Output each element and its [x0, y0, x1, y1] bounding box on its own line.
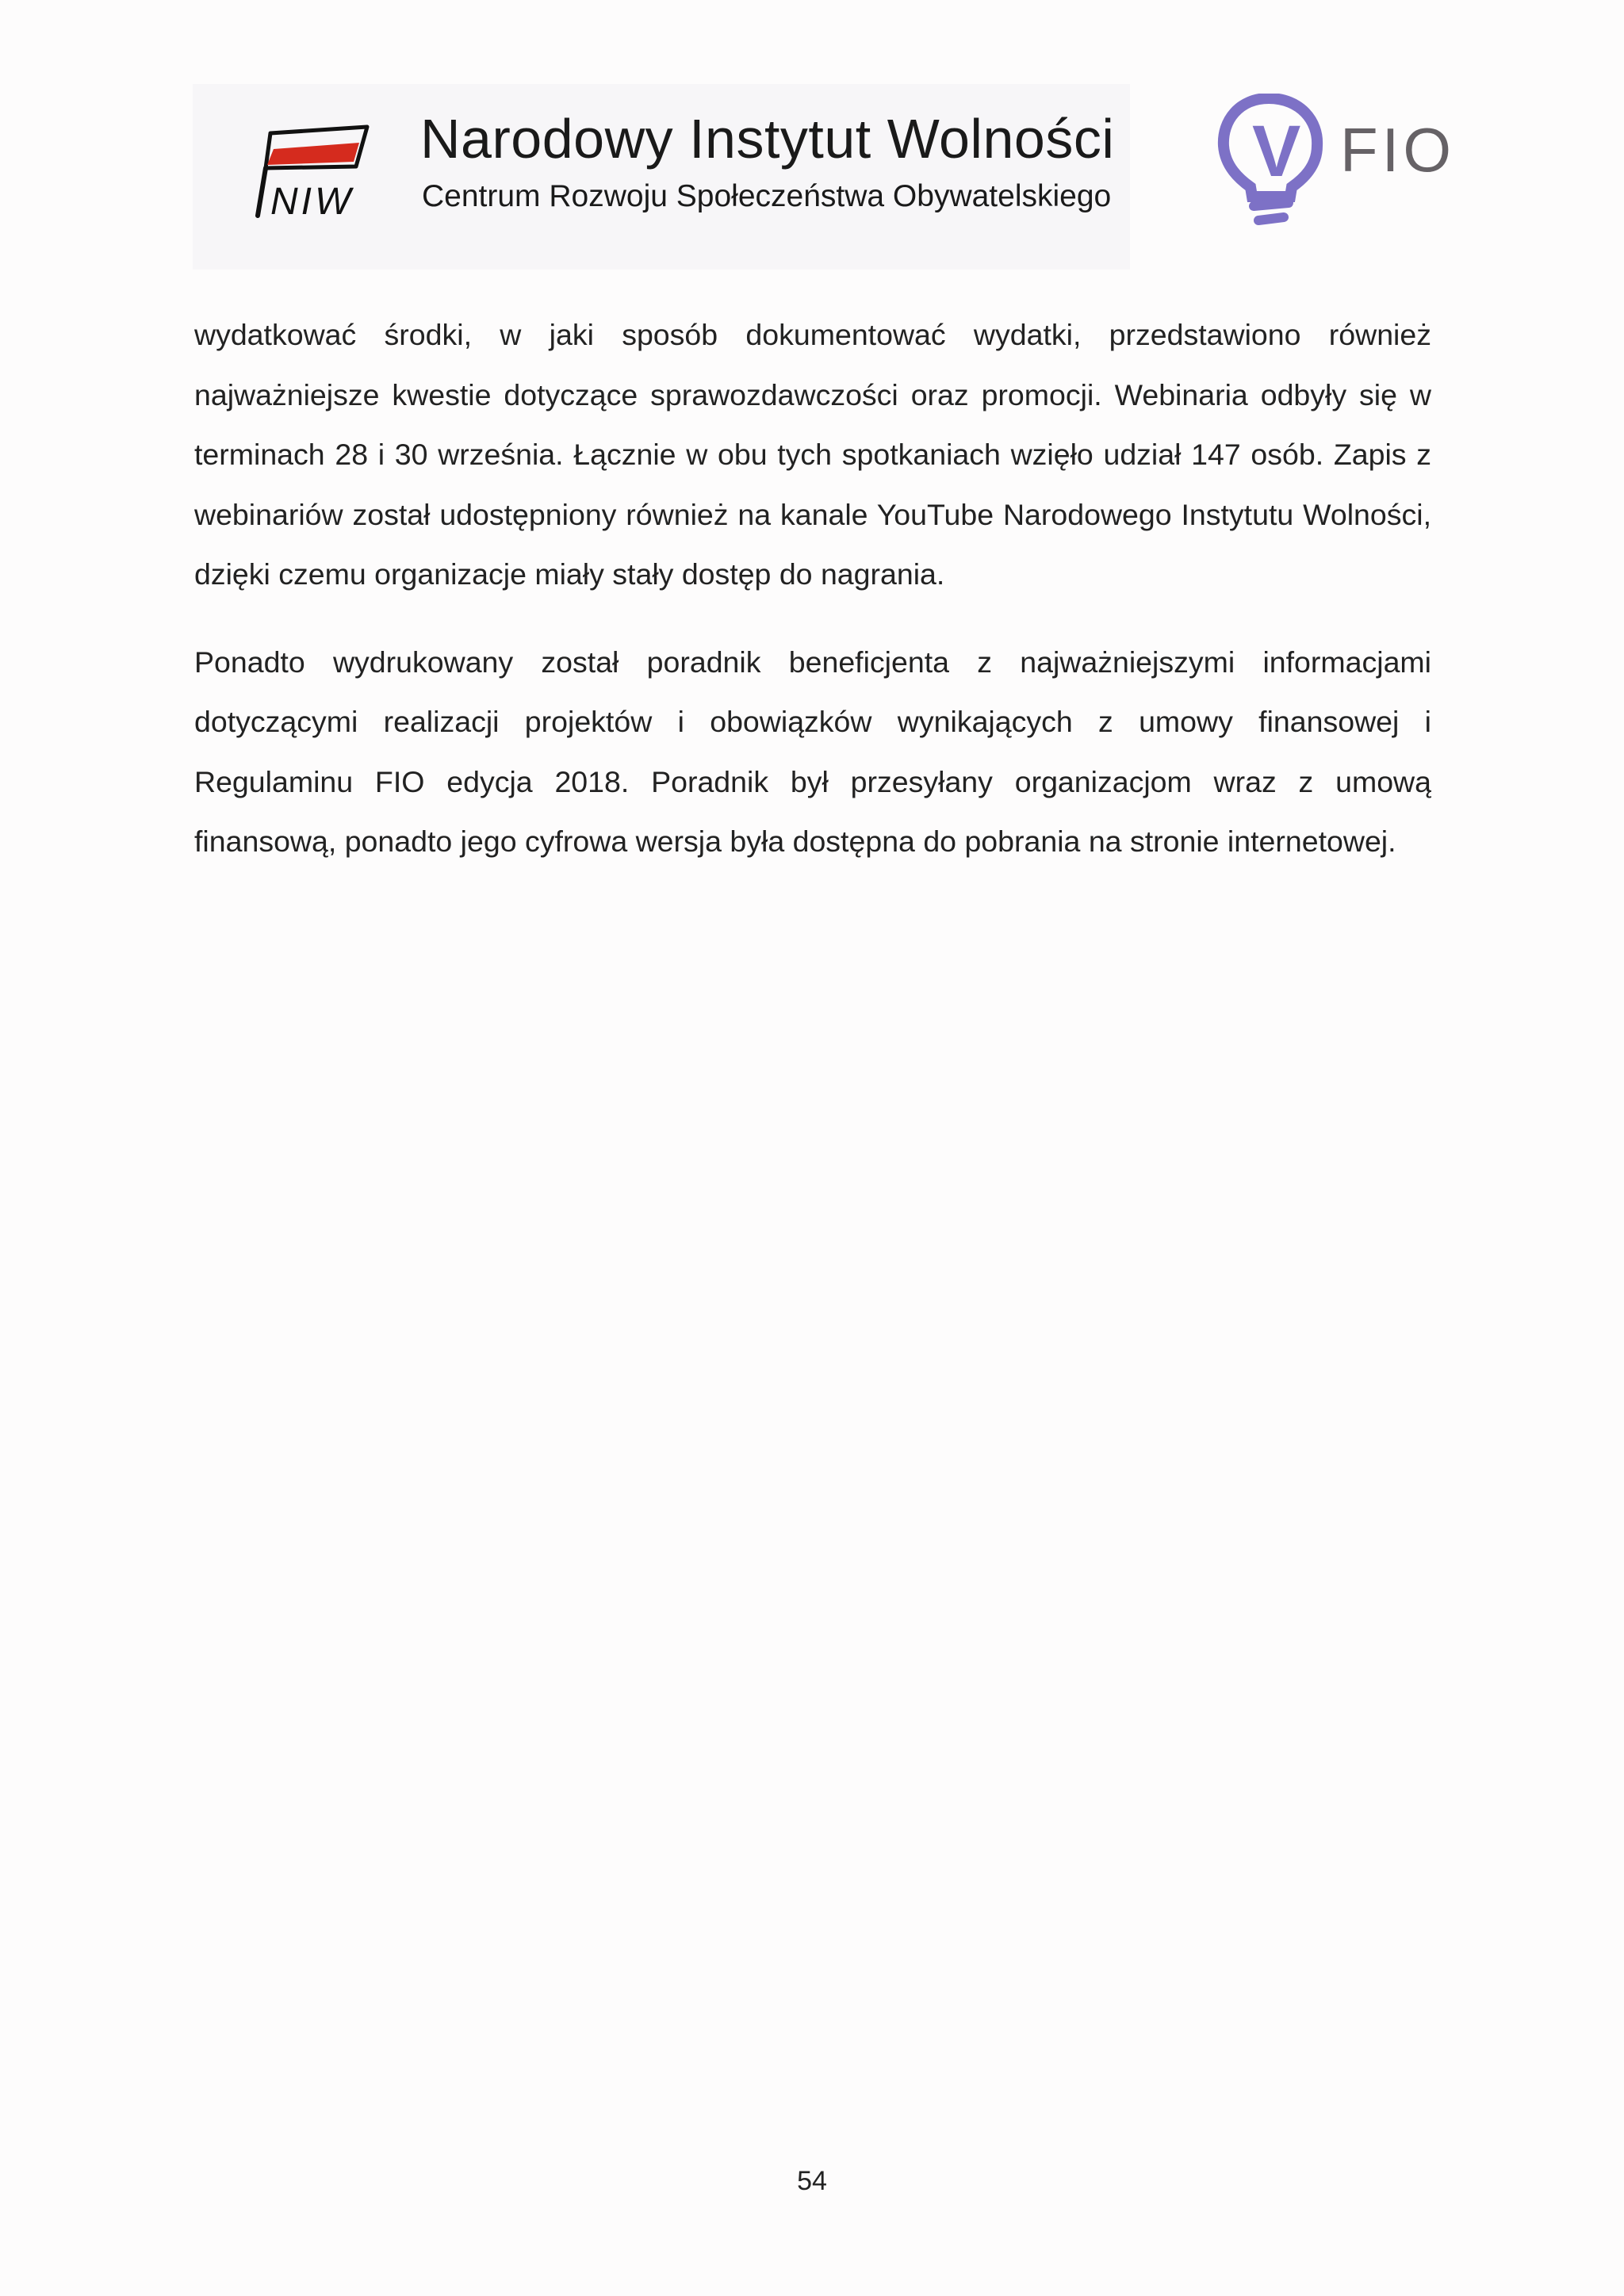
- niw-logo: [248, 119, 391, 230]
- fio-logo-letter: V: [1252, 111, 1301, 192]
- header-banner: [193, 84, 1130, 270]
- page-number: 54: [797, 2166, 827, 2196]
- paragraph-guide: Ponadto wydrukowany został poradnik beneficjenta z najważniejszymi informacjami dotyczącymi realizacji projektów i obowiązków wynikających z umowy finansowej i Regulaminu FIO edycja 2018. Poradnik był przesyłany organizacjom wraz z umową finansową, ponadto jego cyfrowa wersja była dostępna do pobrania na stronie internetowej.: [194, 645, 1431, 858]
- niw-logo-text: NIW: [270, 181, 354, 223]
- paragraph-webinars: wydatkować środki, w jaki sposób dokumentować wydatki, przedstawiono również najważniejsze kwestie dotyczące sprawozdawczości oraz promocji. Webinaria odbyły się w terminach 28 i 30 września. Łącznie w obu tych spotkaniach wzięło udział 147 osób. Zapis z webinariów został udostępniony również na kanale YouTube Narodowego Instytutu Wolności, dzięki czemu organizacje miały stały dostęp do nagrania.: [194, 318, 1431, 591]
- fio-wordmark: FIO: [1340, 115, 1455, 185]
- institute-subtitle: Centrum Rozwoju Społeczeństwa Obywatelskiego: [422, 179, 1112, 213]
- body-text: [194, 305, 1431, 872]
- institute-title: Narodowy Instytut Wolności: [420, 108, 1115, 170]
